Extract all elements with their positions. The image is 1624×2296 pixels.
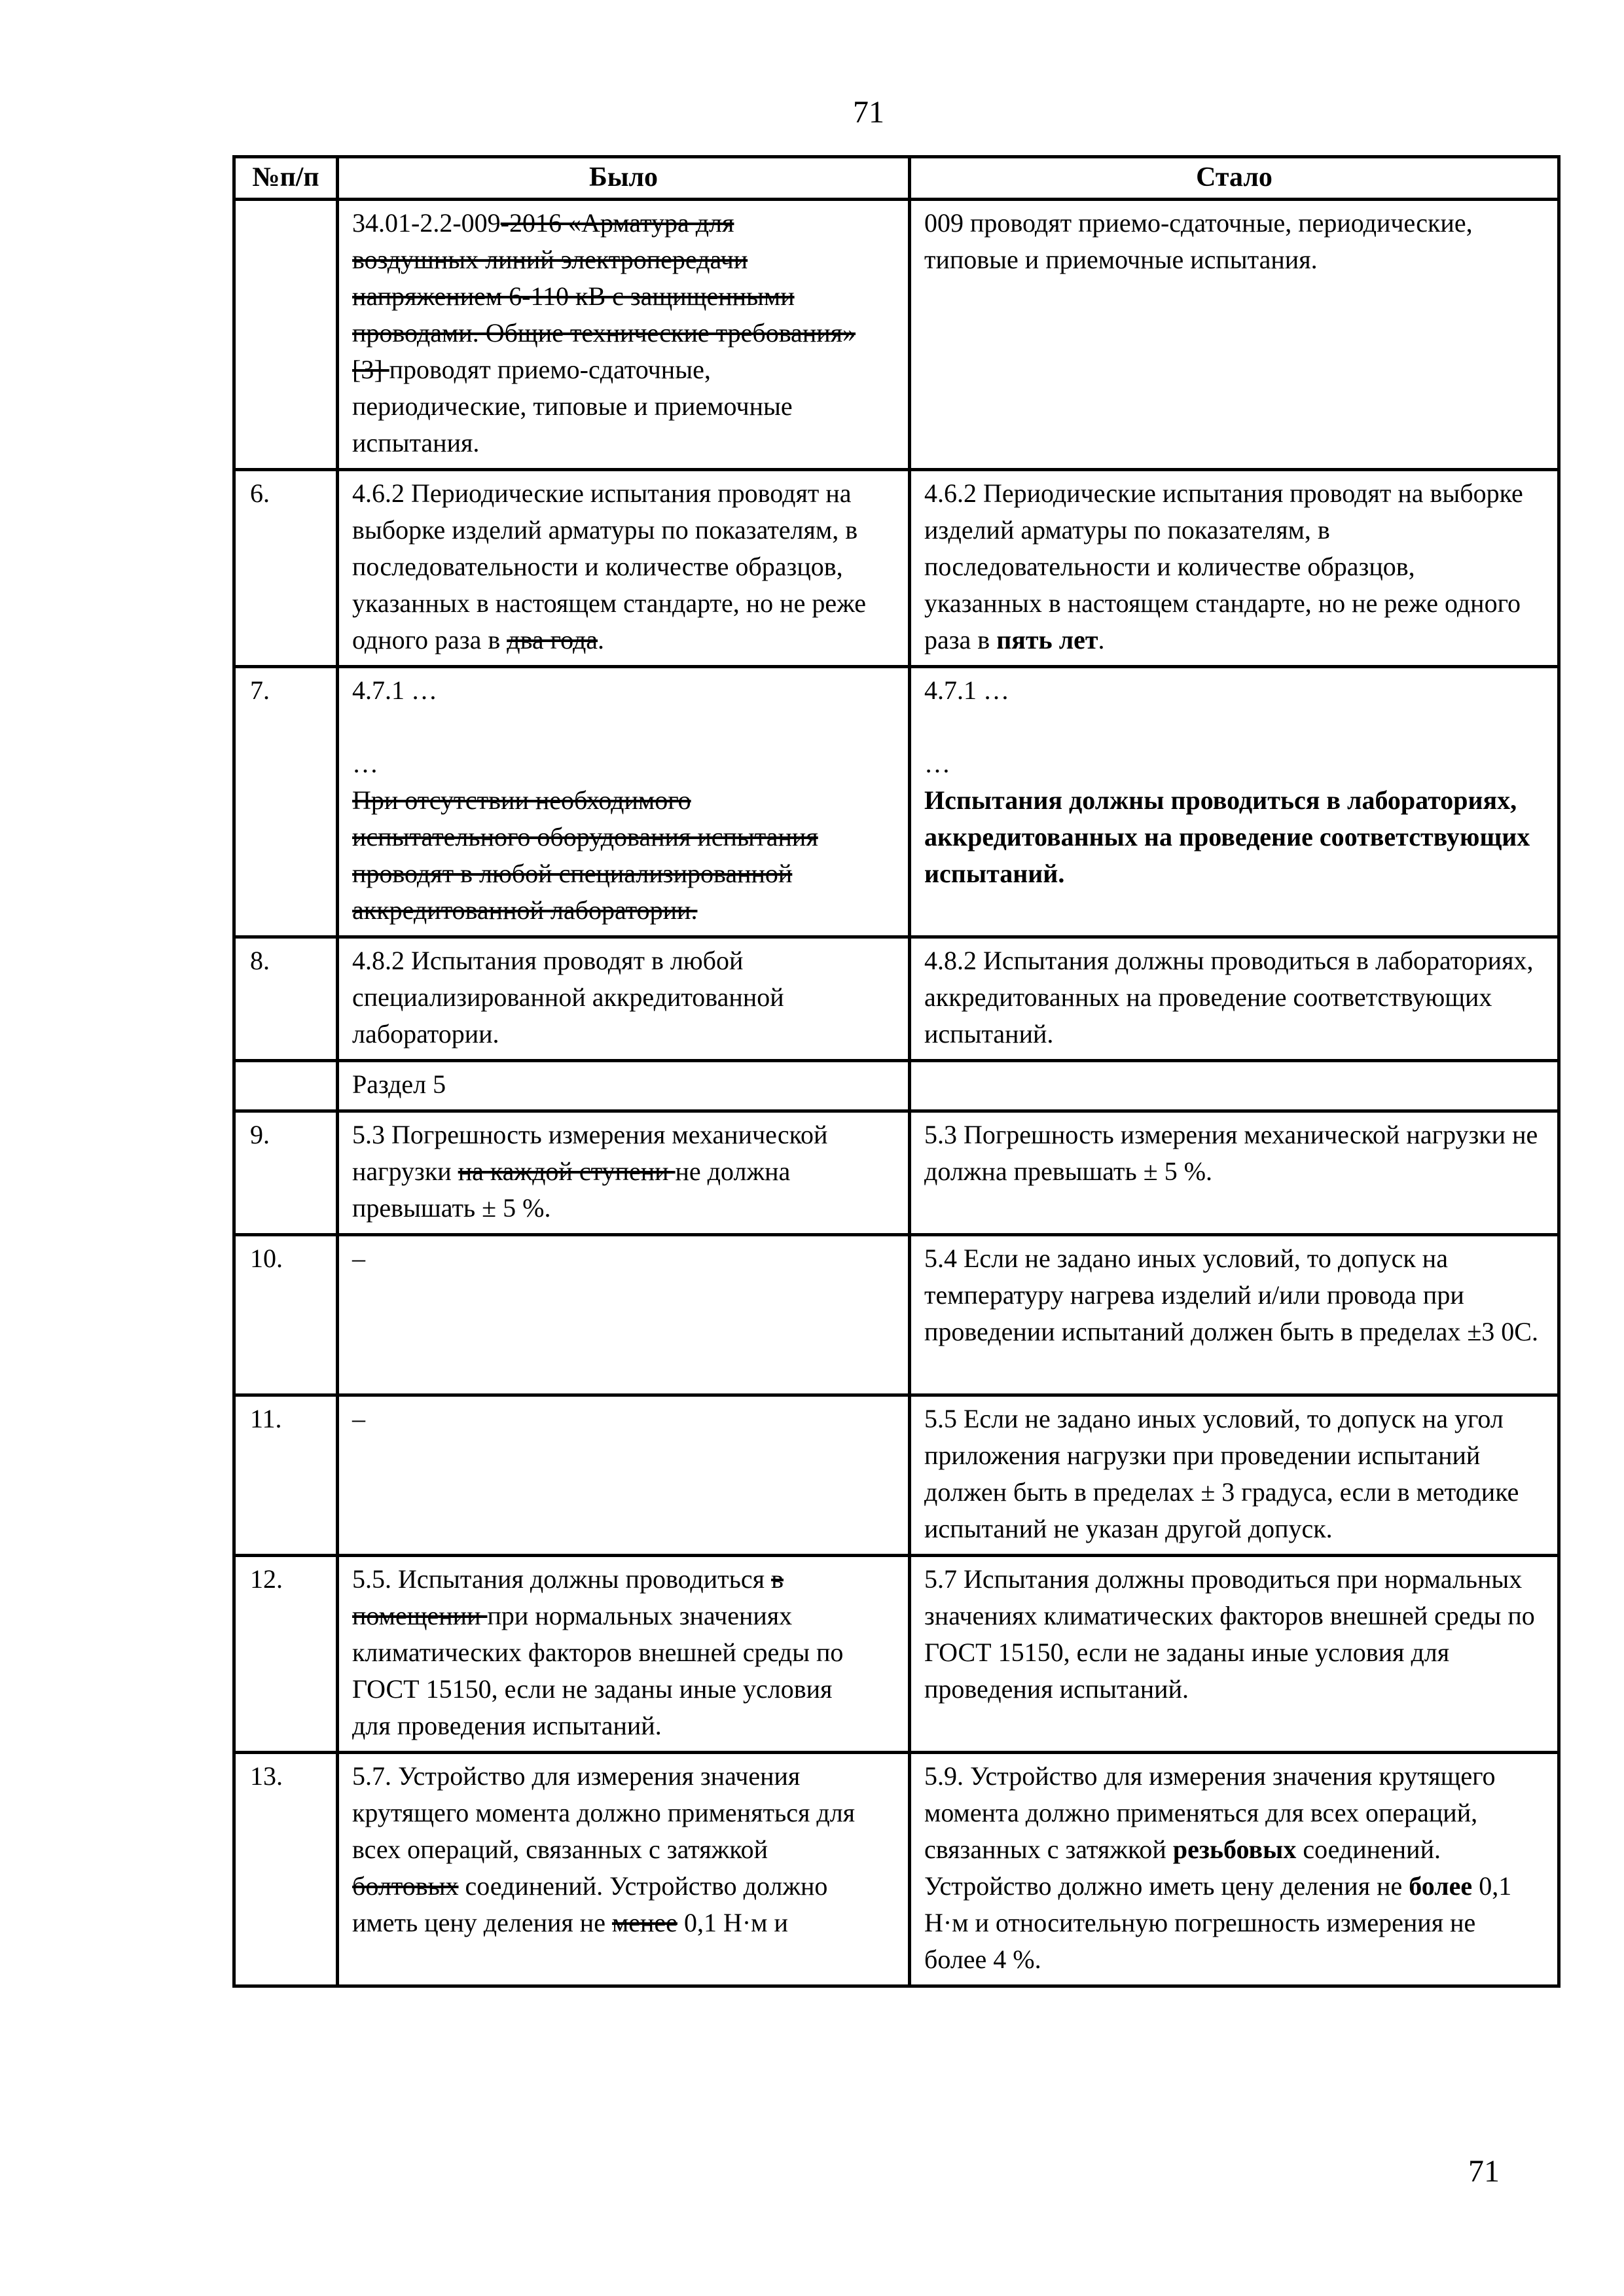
paragraph	[924, 745, 1539, 782]
text-run: .	[598, 625, 605, 655]
text-run: Раздел 5	[352, 1069, 446, 1099]
cell-bylo	[338, 937, 910, 1061]
cell-stalo	[910, 667, 1559, 937]
paragraph	[352, 205, 866, 461]
paragraph	[924, 205, 1539, 278]
text-run: 5.7. Устройство для измерения значения крутящего момента должно применяться для всех операций, связанных с затяжкой	[352, 1761, 856, 1864]
cell-row-number: 6.	[234, 470, 338, 667]
paragraph	[352, 1758, 866, 1941]
table-row	[234, 667, 1559, 937]
column-header-stalo: Стало	[910, 157, 1559, 200]
cell-row-number: 9.	[234, 1111, 338, 1235]
deleted-text: на каждой ступени	[458, 1157, 676, 1186]
cell-stalo	[910, 1111, 1559, 1235]
paragraph	[352, 1240, 866, 1277]
paragraph	[924, 942, 1539, 1052]
table-row	[234, 1753, 1559, 1986]
paragraph	[352, 709, 866, 745]
cell-stalo	[910, 470, 1559, 667]
text-run: 5.3 Погрешность измерения механической нагрузки	[352, 1120, 828, 1186]
deleted-text: два года	[507, 625, 598, 655]
text-run: 5.3 Погрешность измерения механической нагрузки не должна превышать ± 5 %.	[924, 1120, 1538, 1186]
table-row	[234, 1395, 1559, 1556]
cell-row-number: 10.	[234, 1235, 338, 1395]
table-row	[234, 1061, 1559, 1111]
table-row	[234, 937, 1559, 1061]
table-header-row	[234, 157, 1559, 200]
page-number-bottom: 71	[1468, 2154, 1500, 2189]
paragraph	[924, 1758, 1539, 1978]
inserted-text: пять лет	[996, 625, 1098, 655]
cell-bylo	[338, 1235, 910, 1395]
paragraph	[352, 1561, 866, 1744]
cell-bylo	[338, 1111, 910, 1235]
paragraph	[924, 1561, 1539, 1708]
paragraph	[924, 1401, 1539, 1547]
text-run: 5.4 Если не задано иных условий, то допуск на температуру нагрева изделий и/или провода при проведении испытаний должен быть в пределах ±3 0С.	[924, 1244, 1538, 1346]
text-run: 0,1 Н·м и относительную погрешность измерения не более 4 %.	[924, 1871, 1512, 1974]
text-run: не должна превышать ± 5 %.	[352, 1157, 791, 1223]
text-run: соединений. Устройство должно иметь цену деления не	[924, 1835, 1441, 1901]
cell-bylo	[338, 1061, 910, 1111]
page-number-top: 71	[853, 95, 884, 130]
column-header-num: №п/п	[234, 157, 338, 200]
paragraph	[352, 1401, 866, 1437]
text-run: –	[352, 1404, 365, 1433]
cell-stalo	[910, 1235, 1559, 1395]
text-run: соединений. Устройство должно иметь цену деления не	[352, 1871, 828, 1937]
paragraph	[924, 475, 1539, 658]
text-run: –	[352, 1244, 365, 1273]
cell-row-number	[234, 200, 338, 470]
text-run: 0,1 Н·м и	[677, 1908, 788, 1937]
table-row	[234, 1556, 1559, 1753]
cell-row-number	[234, 1061, 338, 1111]
paragraph	[924, 1240, 1539, 1350]
cell-bylo	[338, 470, 910, 667]
cell-bylo	[338, 1556, 910, 1753]
cell-stalo	[910, 200, 1559, 470]
cell-stalo	[910, 1753, 1559, 1986]
cell-row-number: 7.	[234, 667, 338, 937]
deleted-text: в помещении	[352, 1564, 784, 1630]
deleted-text: При отсутствии необходимого испытательного оборудования испытания проводят в любой специализированной аккредитованной лаборатории.	[352, 785, 818, 925]
table-row	[234, 1111, 1559, 1235]
table-row	[234, 200, 1559, 470]
paragraph	[352, 745, 866, 782]
cell-stalo	[910, 1061, 1559, 1111]
paragraph	[924, 672, 1539, 709]
text-run: 34.01-2.2-009	[352, 208, 501, 238]
text-run: 5.7 Испытания должны проводиться при нормальных значениях климатических факторов внешней среды по ГОСТ 15150, если не заданы иные условия для проведения испытаний.	[924, 1564, 1535, 1704]
paragraph	[352, 1066, 866, 1103]
cell-stalo	[910, 1395, 1559, 1556]
table-row	[234, 470, 1559, 667]
paragraph	[924, 1117, 1539, 1190]
inserted-text: более	[1409, 1871, 1473, 1901]
cell-row-number: 8.	[234, 937, 338, 1061]
paragraph	[352, 782, 866, 929]
cell-row-number: 11.	[234, 1395, 338, 1556]
text-run: 5.5 Если не задано иных условий, то допуск на угол приложения нагрузки при проведении испытаний должен быть в пределах ± 3 градуса, если в методике испытаний не указан другой допуск.	[924, 1404, 1519, 1543]
text-run: 4.7.1 …	[352, 675, 437, 705]
text-run: 5.9. Устройство для измерения значения крутящего момента должно применяться для всех операций, связанных с затяжкой	[924, 1761, 1496, 1864]
cell-row-number: 12.	[234, 1556, 338, 1753]
text-run: …	[352, 749, 378, 778]
revision-table	[232, 155, 1561, 1988]
cell-row-number: 13.	[234, 1753, 338, 1986]
text-run: 009 проводят приемо-сдаточные, периодические, типовые и приемочные испытания.	[924, 208, 1473, 274]
cell-bylo	[338, 1753, 910, 1986]
text-run: 4.8.2 Испытания должны проводиться в лабораториях, аккредитованных на проведение соответствующих испытаний.	[924, 946, 1534, 1049]
text-run: проводят приемо-сдаточные, периодические, типовые и приемочные испытания.	[352, 355, 793, 457]
text-run: …	[924, 749, 950, 778]
paragraph	[924, 709, 1539, 745]
text-run: 4.7.1 …	[924, 675, 1009, 705]
text-run: 4.6.2 Периодические испытания проводят на выборке изделий арматуры по показателям, в последовательности и количестве образцов, указанных в настоящем стандарте, но не реже одного раза в	[352, 478, 866, 655]
cell-stalo	[910, 1556, 1559, 1753]
cell-bylo	[338, 667, 910, 937]
paragraph	[352, 1117, 866, 1227]
cell-bylo	[338, 200, 910, 470]
text-run: 4.8.2 Испытания проводят в любой специализированной аккредитованной лаборатории.	[352, 946, 784, 1049]
column-header-bylo: Было	[338, 157, 910, 200]
paragraph	[352, 672, 866, 709]
table-row	[234, 1235, 1559, 1395]
paragraph	[352, 942, 866, 1052]
cell-stalo	[910, 937, 1559, 1061]
text-run: 4.6.2 Периодические испытания проводят на выборке изделий арматуры по показателям, в последовательности и количестве образцов, указанных в настоящем стандарте, но не реже одного раза в	[924, 478, 1523, 655]
text-run: .	[1098, 625, 1105, 655]
paragraph	[924, 782, 1539, 892]
paragraph	[924, 1350, 1539, 1387]
inserted-text: резьбовых	[1172, 1835, 1297, 1864]
cell-bylo	[338, 1395, 910, 1556]
text-run: при нормальных значениях климатических факторов внешней среды по ГОСТ 15150, если не заданы иные условия для проведения испытаний.	[352, 1601, 844, 1740]
paragraph	[352, 475, 866, 658]
table-body	[234, 200, 1559, 1986]
deleted-text: -2016 «Арматура для воздушных линий электропередачи напряжением 6-110 кВ с защищенными проводами. Общие технические требования» [3]	[352, 208, 856, 384]
text-run: 5.5. Испытания должны проводиться	[352, 1564, 772, 1594]
deleted-text: болтовых	[352, 1871, 459, 1901]
deleted-text: менее	[611, 1908, 677, 1937]
inserted-text: Испытания должны проводиться в лабораториях, аккредитованных на проведение соответствующих испытаний.	[924, 785, 1530, 888]
